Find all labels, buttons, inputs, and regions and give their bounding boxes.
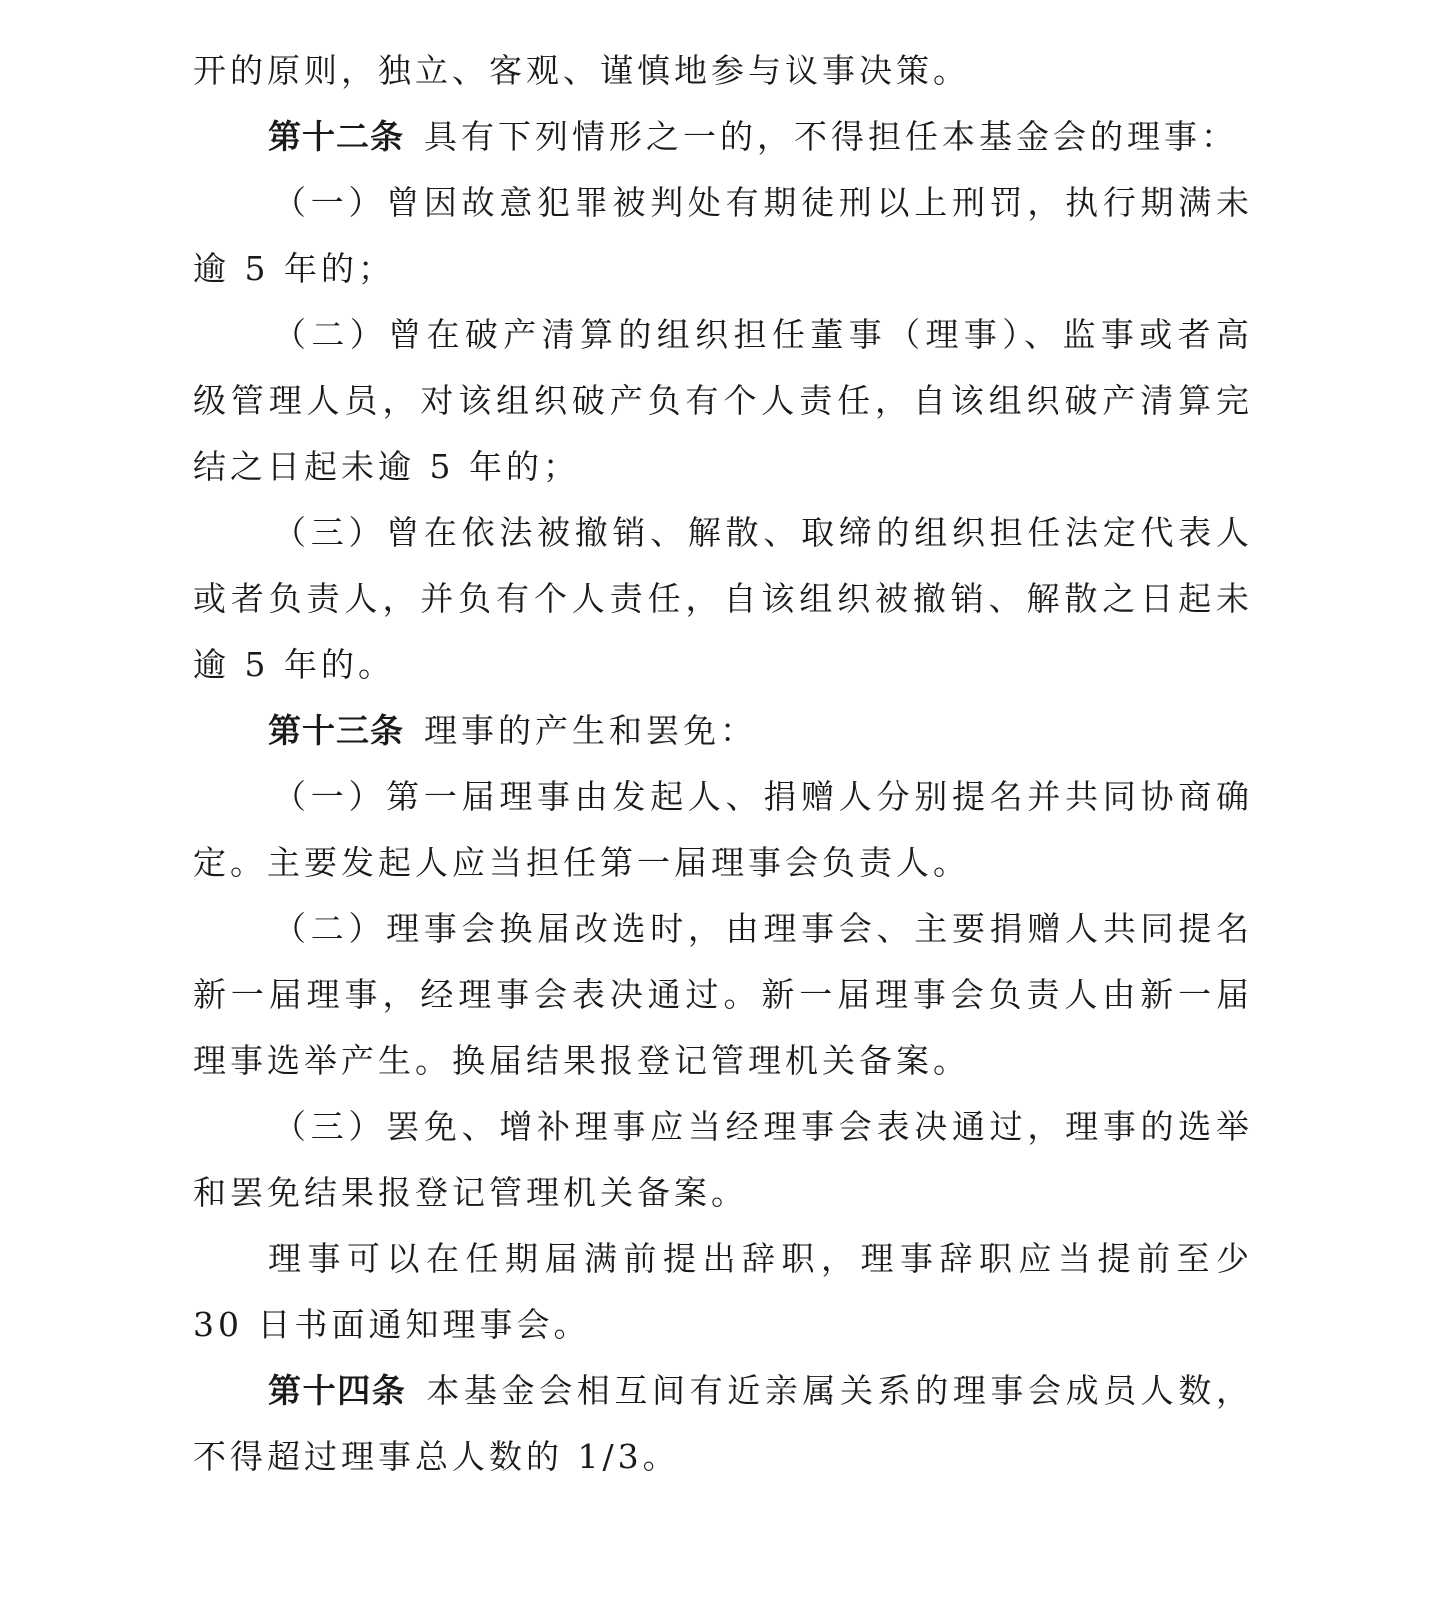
article-13-resignation (193, 1226, 1253, 1358)
paragraph-text: 本基金会相互间有近亲属关系的理事会成员人数，不得超过理事总人数的 1/3。 (193, 1371, 1254, 1476)
article-13-item-1 (193, 764, 1253, 896)
paragraph-text: （二）曾在破产清算的组织担任董事（理事）、监事或者高级管理人员，对该组织破产负有个人责任，自该组织破产清算完结之日起未逾 5 年的； (193, 315, 1253, 486)
article-12-item-3 (193, 500, 1253, 698)
article-14 (193, 1358, 1253, 1490)
paragraph-text: 理事可以在任期届满前提出辞职，理事辞职应当提前至少 30 日书面通知理事会。 (193, 1239, 1253, 1344)
document-page (193, 38, 1253, 1490)
article-heading: 第十三条 (268, 711, 404, 750)
paragraph-text: （一）第一届理事由发起人、捐赠人分别提名并共同协商确定。主要发起人应当担任第一届理事会负责人。 (193, 777, 1253, 882)
article-13-item-3 (193, 1094, 1253, 1226)
paragraph-text: 具有下列情形之一的，不得担任本基金会的理事： (424, 117, 1238, 156)
paragraph-text: （二）理事会换届改选时，由理事会、主要捐赠人共同提名新一届理事，经理事会表决通过。新一届理事会负责人由新一届理事选举产生。换届结果报登记管理机关备案。 (193, 909, 1253, 1080)
article-heading: 第十二条 (268, 117, 404, 156)
paragraph-text: （三）曾在依法被撤销、解散、取缔的组织担任法定代表人或者负责人，并负有个人责任，自该组织被撤销、解散之日起未逾 5 年的。 (193, 513, 1253, 684)
article-12 (193, 104, 1253, 170)
paragraph-text: （三）罢免、增补理事应当经理事会表决通过，理事的选举和罢免结果报登记管理机关备案。 (193, 1107, 1253, 1212)
article-12-item-2 (193, 302, 1253, 500)
article-13-item-2 (193, 896, 1253, 1094)
paragraph-text: （一）曾因故意犯罪被判处有期徒刑以上刑罚，执行期满未逾 5 年的； (193, 183, 1253, 288)
paragraph-continuation (193, 38, 1253, 104)
paragraph-text: 理事的产生和罢免： (424, 711, 757, 750)
article-12-item-1 (193, 170, 1253, 302)
article-heading: 第十四条 (268, 1371, 407, 1410)
paragraph-text: 开的原则，独立、客观、谨慎地参与议事决策。 (193, 51, 970, 90)
article-13 (193, 698, 1253, 764)
